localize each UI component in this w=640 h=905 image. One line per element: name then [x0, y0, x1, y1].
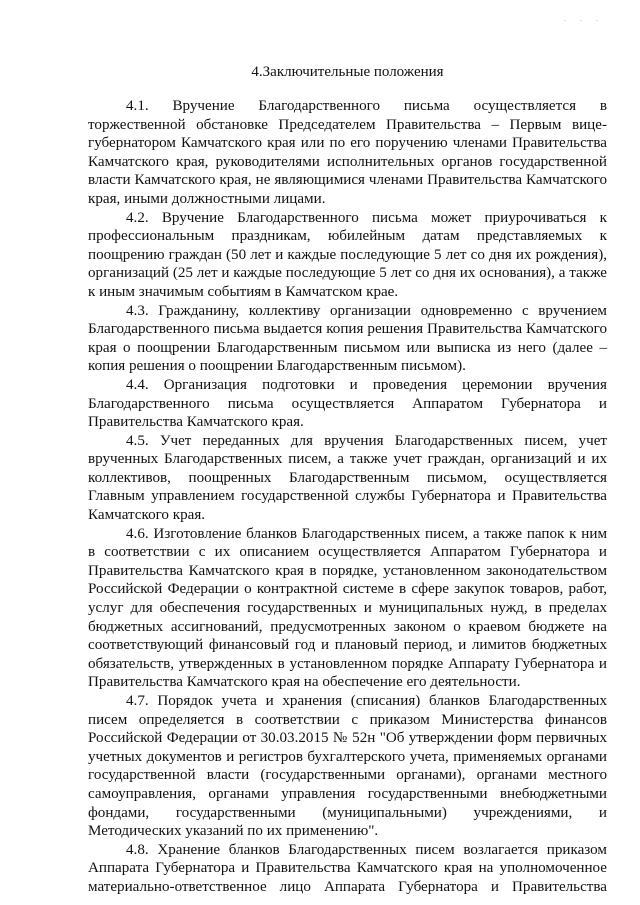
section-title: 4.Заключительные положения: [251, 64, 444, 80]
paragraph-4-7: 4.7. Порядок учета и хранения (списания) бланков Благодарственных писем определяется в соответствии с приказом Министерства финансов Российской Федерации от 30.03.2015 № 52н "Об утверждении форм первичных учетных документов и регистров бухгалтерского учета, применяемых органами государственной власти (государственными органами), органами местного самоуправления, органами управления государственными внебюджетными фондами, государственными (муниципальными) учреждениями, и Методических указаний по их применению".: [88, 693, 607, 840]
paragraph-4-8: 4.8. Хранение бланков Благодарственных писем возлагается приказом Аппарата Губернатора и Правительства Камчатского края на уполномоченное материально-ответственное лицо Аппарата Губернатора и Правительства: [88, 841, 607, 895]
paragraph-4-1: 4.1. Вручение Благодарственного письма осуществляется в торжественной обстановке Председателем Правительства – Первым вице-губернатором Камчатского края или по его поручению членами Правительства Камчатского края, руководителями исполнительных органов государственной власти Камчатского края, не являющимися членами Правительства Камчатского края, иными должностными лицами.: [88, 98, 607, 207]
document-body: [88, 97, 607, 897]
paragraph-4-5: 4.5. Учет переданных для вручения Благодарственных писем, учет врученных Благодарственных писем, а также учет граждан, организаций и их коллективов, поощренных Благодарственным письмом, осуществляется Главным управлением государственной службы Губернатора и Правительства Камчатского края.: [88, 432, 607, 524]
paragraph-4-4: 4.4. Организация подготовки и проведения церемонии вручения Благодарственного письма осуществляется Аппаратом Губернатора и Правительства Камчатского края.: [88, 376, 607, 431]
paragraph-4-6: 4.6. Изготовление бланков Благодарственных писем, а также папок к ним в соответствии с их описанием осуществляется Аппаратом Губернатора и Правительства Камчатского края в порядке, установленном законодательством Российской Федерации о контрактной системе в сфере закупок товаров, работ, услуг для обеспечения государственных и муниципальных нужд, в пределах бюджетных ассигнований, предусмотренных законом о краевом бюджете на соответствующий финансовый год и плановый период, и лимитов бюджетных обязательств, утвержденных в установленном порядке Аппарату Губернатора и Правительства Камчатского края на обеспечение его деятельности.: [88, 525, 607, 691]
paragraph-4-3: 4.3. Гражданину, коллективу организации одновременно с вручением Благодарственного письма выдается копия решения Правительства Камчатского края о поощрении Благодарственным письмом или выписка из него (далее – копия решения о поощрении Благодарственным письмом).: [88, 302, 607, 375]
paragraph-4-2: 4.2. Вручение Благодарственного письма может приурочиваться к профессиональным праздникам, юбилейным датам представляемых к поощрению граждан (50 лет и каждые последующие 5 лет со дня их рождения), организаций (25 лет и каждые последующие 5 лет со дня их основания), а также к иным значимым событиям в Камчатском крае.: [88, 209, 607, 300]
page-corner-marks: . . .: [564, 14, 604, 23]
